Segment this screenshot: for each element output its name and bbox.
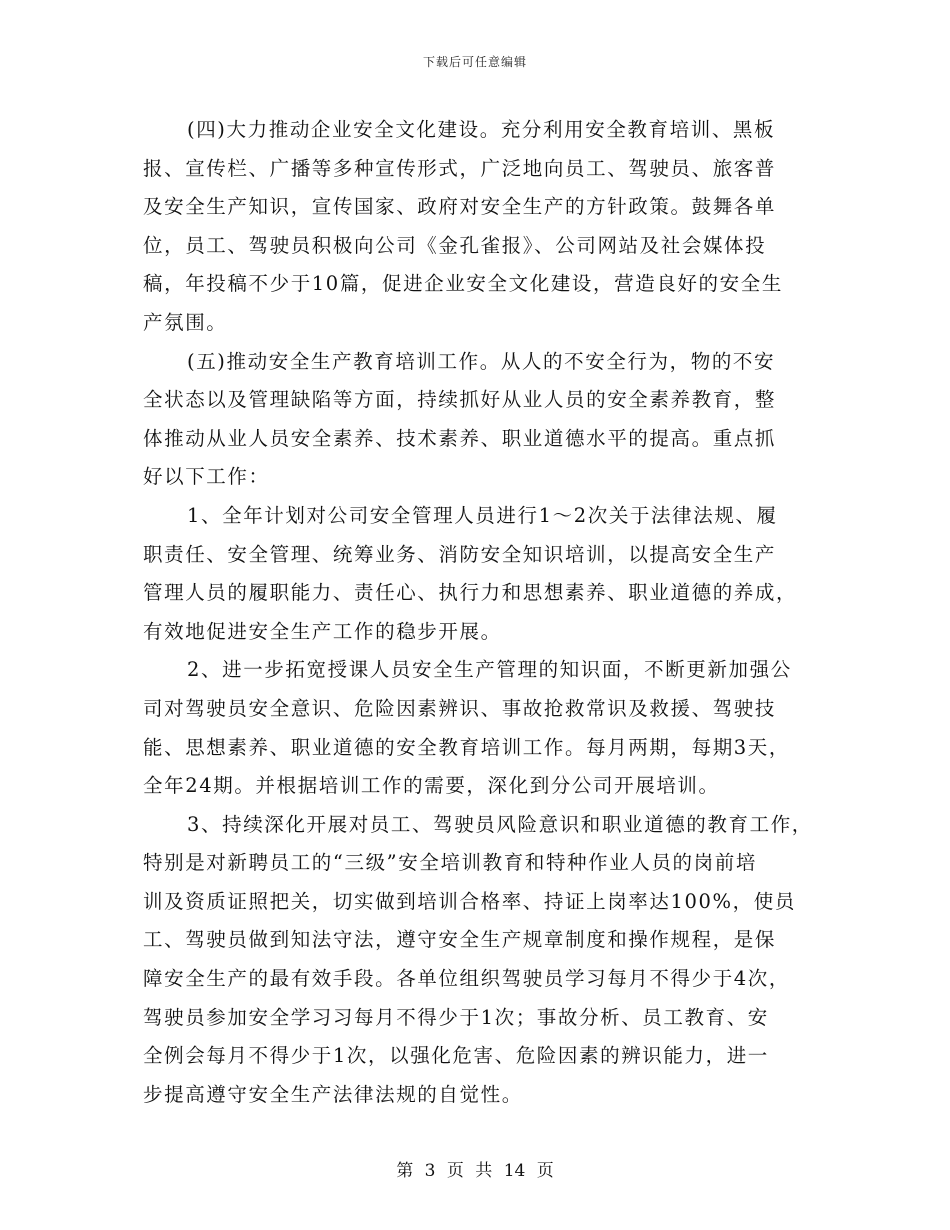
paragraph-5-line-4: 好以下工作： bbox=[143, 465, 270, 489]
paragraph-5-line-1: (五)推动安全生产教育培训工作。从人的不安全行为，物的不安 bbox=[187, 349, 776, 373]
item-1-line-4: 有效地促进安全生产工作的稳步开展。 bbox=[143, 619, 502, 643]
item-3-line-5: 障安全生产的最有效手段。各单位组织驾驶员学习每月不得少于4次， bbox=[143, 967, 791, 991]
item-3-line-3: 训及资质证照把关，切实做到培训合格率、持证上岗率达100%，使员 bbox=[143, 889, 796, 913]
paragraph-4-line-5: 稿，年投稿不少于10篇，促进企业安全文化建设，营造良好的安全生 bbox=[143, 272, 783, 296]
paragraph-4-line-2: 报、宣传栏、广播等多种宣传形式，广泛地向员工、驾驶员、旅客普 bbox=[143, 156, 777, 180]
item-1-line-1: 1、全年计划对公司安全管理人员进行1～2次关于法律法规、履 bbox=[187, 503, 778, 527]
paragraph-4-line-6: 产氛围。 bbox=[143, 310, 228, 334]
item-3-line-1: 3、持续深化开展对员工、驾驶员风险意识和职业道德的教育工作， bbox=[187, 812, 813, 836]
item-2-line-3: 能、思想素养、职业道德的安全教育培训工作。每月两期，每期3天， bbox=[143, 735, 791, 759]
item-3-line-7: 全例会每月不得少于1次，以强化危害、危险因素的辨识能力，进一 bbox=[143, 1044, 769, 1068]
paragraph-4-line-4: 位，员工、驾驶员积极向公司《金孔雀报》、公司网站及社会媒体投 bbox=[143, 233, 767, 257]
paragraph-5-line-3: 体推动从业人员安全素养、技术素养、职业道德水平的提高。重点抓 bbox=[143, 426, 777, 450]
item-2-line-2: 司对驾驶员安全意识、危险因素辨识、事故抢救常识及救援、驾驶技 bbox=[143, 696, 777, 720]
item-3-line-6: 驾驶员参加安全学习习每月不得少于1次；事故分析、员工教育、安 bbox=[143, 1005, 769, 1029]
item-3-line-2: 特别是对新聘员工的“三级”安全培训教育和特种作业人员的岗前培 bbox=[143, 851, 757, 875]
paragraph-4-line-1: (四)大力推动企业安全文化建设。充分利用安全教育培训、黑板 bbox=[187, 118, 776, 141]
item-1-line-2: 职责任、安全管理、统筹业务、消防安全知识培训，以提高安全生产 bbox=[143, 542, 777, 566]
item-1-line-3: 管理人员的履职能力、责任心、执行力和思想素养、职业道德的养成， bbox=[143, 581, 798, 605]
page-number-footer: 第 3 页 共 14 页 bbox=[396, 1161, 554, 1181]
item-2-line-1: 2、进一步拓宽授课人员安全生产管理的知识面，不断更新加强公 bbox=[187, 658, 792, 682]
page-header: 下载后可任意编辑 bbox=[422, 55, 527, 69]
item-2-line-4: 全年24期。并根据培训工作的需要，深化到分公司开展培训。 bbox=[143, 774, 720, 798]
item-3-line-8: 步提高遵守安全生产法律法规的自觉性。 bbox=[143, 1082, 523, 1106]
paragraph-4-line-3: 及安全生产知识，宣传国家、政府对安全生产的方针政策。鼓舞各单 bbox=[143, 195, 777, 219]
item-3-line-4: 工、驾驶员做到知法守法，遵守安全生产规章制度和操作规程，是保 bbox=[143, 928, 777, 952]
paragraph-5-line-2: 全状态以及管理缺陷等方面，持续抓好从业人员的安全素养教育，整 bbox=[143, 388, 777, 412]
document-body bbox=[143, 111, 815, 1114]
